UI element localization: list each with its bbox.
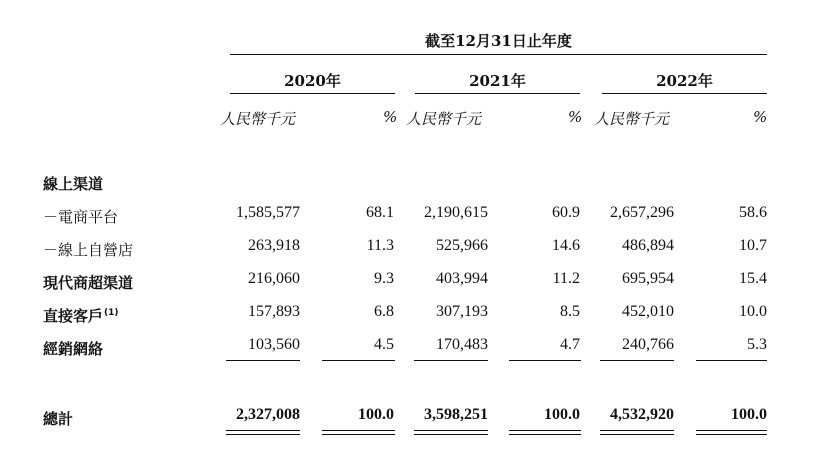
period-rule <box>230 54 767 55</box>
cell-direct-2020-pct: 6.8 <box>374 303 394 320</box>
cell-total-2020-pct: 100.0 <box>358 406 394 423</box>
year-2022-rule <box>602 93 767 94</box>
cell-online-store-2022-pct: 10.7 <box>739 237 767 254</box>
cell-ecommerce-2022-pct: 58.6 <box>739 204 767 221</box>
year-2020-rule <box>230 93 395 94</box>
cell-total-2020-rmb: 2,327,008 <box>236 406 300 423</box>
cell-direct-2021-pct: 8.5 <box>560 303 580 320</box>
cell-distribution-2022-pct: 5.3 <box>747 336 767 353</box>
subtotal-rule-2020-rmb <box>226 360 300 361</box>
cell-total-2022-rmb: 4,532,920 <box>610 406 674 423</box>
unit-rmb-2021: 人民幣千元 <box>406 110 482 128</box>
row-label-online: 線上渠道 <box>43 175 104 193</box>
row-label-total: 總計 <box>43 410 74 428</box>
total-double-rule-2022-rmb <box>600 430 674 435</box>
unit-pct-2020: % <box>383 108 398 126</box>
year-2022-header: 2022年 <box>656 72 713 90</box>
cell-online-store-2020-rmb: 263,918 <box>248 237 300 254</box>
cell-online-store-2021-rmb: 525,966 <box>436 237 488 254</box>
cell-modern-retail-2020-rmb: 216,060 <box>248 270 300 287</box>
cell-distribution-2021-pct: 4.7 <box>560 336 580 353</box>
subtotal-rule-2022-rmb <box>600 360 674 361</box>
cell-distribution-2022-rmb: 240,766 <box>622 336 674 353</box>
year-2020-header: 2020年 <box>284 72 341 90</box>
total-double-rule-2021-rmb <box>414 430 488 435</box>
cell-direct-2020-rmb: 157,893 <box>248 303 300 320</box>
cell-online-store-2022-rmb: 486,894 <box>622 237 674 254</box>
cell-direct-2022-rmb: 452,010 <box>622 303 674 320</box>
subtotal-rule-2022-pct <box>696 360 767 361</box>
cell-modern-retail-2022-rmb: 695,954 <box>622 270 674 287</box>
cell-total-2022-pct: 100.0 <box>731 406 767 423</box>
cell-distribution-2020-pct: 4.5 <box>374 336 394 353</box>
cell-modern-retail-2022-pct: 15.4 <box>739 270 767 287</box>
cell-direct-2021-rmb: 307,193 <box>436 303 488 320</box>
row-label-distribution: 經銷網絡 <box>43 340 104 358</box>
subtotal-rule-2021-pct <box>509 360 581 361</box>
total-double-rule-2020-pct <box>322 430 395 435</box>
cell-ecommerce-2021-pct: 60.9 <box>552 204 580 221</box>
cell-ecommerce-2020-pct: 68.1 <box>366 204 394 221</box>
row-label-ecommerce: －電商平台 <box>43 208 119 226</box>
cell-modern-retail-2021-pct: 11.2 <box>552 270 580 287</box>
unit-rmb-2020: 人民幣千元 <box>220 110 296 128</box>
footnote-marker: (1) <box>104 308 119 318</box>
period-header: 截至12月31日止年度 <box>425 32 572 50</box>
total-double-rule-2020-rmb <box>226 430 300 435</box>
cell-distribution-2021-rmb: 170,483 <box>436 336 488 353</box>
subtotal-rule-2020-pct <box>322 360 395 361</box>
cell-direct-2022-pct: 10.0 <box>739 303 767 320</box>
unit-pct-2022: % <box>753 108 768 126</box>
year-2021-rule <box>415 93 580 94</box>
row-label-direct-customer <box>43 305 119 326</box>
row-label-modern-retail: 現代商超渠道 <box>43 274 134 292</box>
total-double-rule-2022-pct <box>696 430 767 435</box>
cell-online-store-2021-pct: 14.6 <box>552 237 580 254</box>
subtotal-rule-2021-rmb <box>414 360 488 361</box>
unit-pct-2021: % <box>568 108 583 126</box>
unit-rmb-2022: 人民幣千元 <box>594 110 670 128</box>
cell-ecommerce-2021-rmb: 2,190,615 <box>424 204 488 221</box>
cell-modern-retail-2020-pct: 9.3 <box>374 270 394 287</box>
total-double-rule-2021-pct <box>509 430 581 435</box>
row-label-online-store: －線上自營店 <box>43 241 134 259</box>
cell-modern-retail-2021-rmb: 403,994 <box>436 270 488 287</box>
cell-ecommerce-2020-rmb: 1,585,577 <box>236 204 300 221</box>
cell-ecommerce-2022-rmb: 2,657,296 <box>610 204 674 221</box>
cell-total-2021-rmb: 3,598,251 <box>424 406 488 423</box>
cell-distribution-2020-rmb: 103,560 <box>248 336 300 353</box>
year-2021-header: 2021年 <box>469 72 526 90</box>
direct-customer-text: 直接客戶 <box>43 307 104 325</box>
cell-total-2021-pct: 100.0 <box>544 406 580 423</box>
cell-online-store-2020-pct: 11.3 <box>366 237 394 254</box>
